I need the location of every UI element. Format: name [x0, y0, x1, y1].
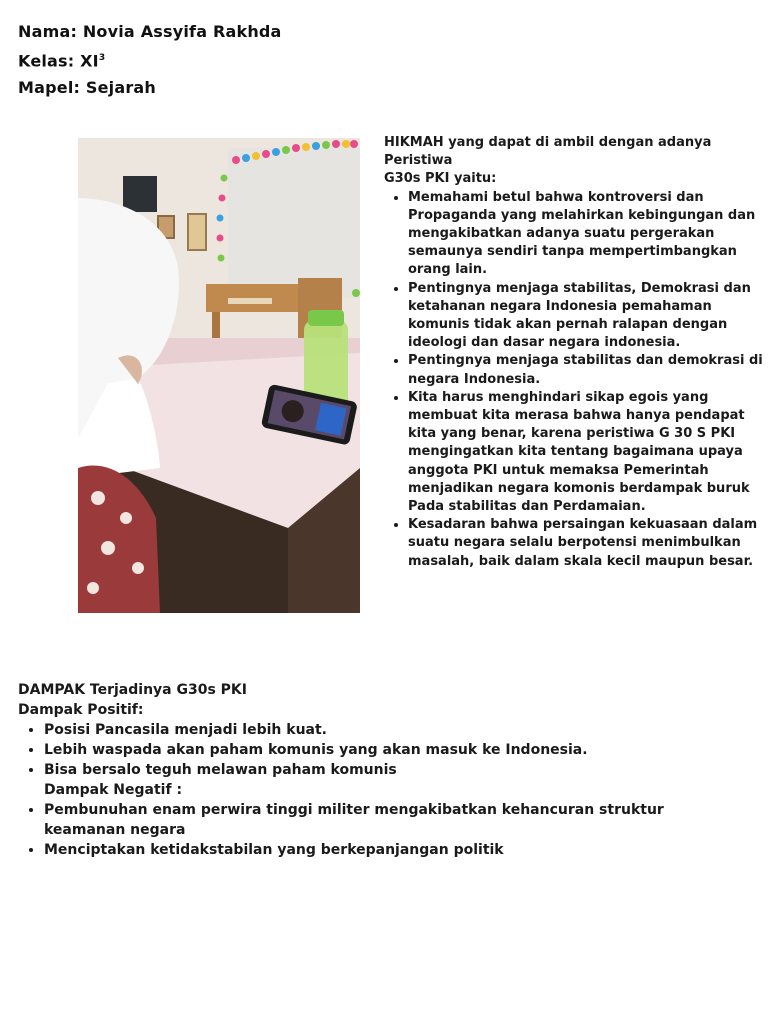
hikmah-section [384, 134, 768, 571]
dampak-positif-list [18, 720, 738, 780]
student-name: Nama: Novia Assyifa Rakhda [18, 22, 282, 41]
dampak-positif-item: • Bisa bersalo teguh melawan paham komunis [44, 760, 738, 780]
student-info [18, 18, 282, 101]
dampak-negatif-item: • Pembunuhan enam perwira tinggi militer mengakibatkan kehancuran struktur keamanan negara [44, 800, 738, 840]
photo-classroom-icon [78, 138, 360, 613]
dampak-positif-item: • Lebih waspada akan paham komunis yang akan masuk ke Indonesia. [44, 740, 738, 760]
dampak-section [18, 680, 738, 860]
dampak-negatif-list [18, 800, 738, 860]
student-class-text: Kelas: XI [18, 51, 99, 71]
hikmah-list [384, 189, 768, 571]
dampak-positif-label: Dampak Positif: [18, 702, 144, 718]
dampak-negatif-item: • Menciptakan ketidakstabilan yang berkepanjangan politik [44, 840, 738, 860]
hikmah-title-line3: G30s PKI yaitu: [384, 171, 497, 187]
dampak-positif-item: • Posisi Pancasila menjadi lebih kuat. [44, 720, 738, 740]
hikmah-item: • Pentingnya menjaga stabilitas, Demokrasi dan ketahanan negara Indonesia pemahaman komunis tidak akan pernah ralapan dengan ideologi dan dasar negara indonesia. [408, 280, 768, 353]
hikmah-item: • Pentingnya menjaga stabilitas dan demokrasi di negara Indonesia. [408, 352, 768, 388]
dampak-negatif-label: Dampak Negatif : [44, 782, 183, 798]
student-class [18, 45, 282, 74]
hikmah-item: • Memahami betul bahwa kontroversi dan Propaganda yang melahirkan kebingungan dan mengakibatkan adanya suatu pergerakan semaunya sendiri tanpa mempertimbangkan orang lain. [408, 189, 768, 280]
classroom-photo [78, 138, 360, 613]
dampak-title: DAMPAK Terjadinya G30s PKI [18, 682, 247, 698]
hikmah-item: • Kita harus menghindari sikap egois yang membuat kita merasa bahwa hanya pendapat kita yang benar, karena peristiwa G 30 S PKI mengingatkan kita tentang bagaimana upaya anggota PKI untuk memaksa Pemerintah menjadikan negara komonis berdampak buruk Pada stabilitas dan Perdamaian. [408, 389, 768, 516]
hikmah-item: • Kesadaran bahwa persaingan kekuasaan dalam suatu negara selalu berpotensi menimbulkan masalah, baik dalam skala kecil maupun besar. [408, 516, 768, 571]
subject: Mapel: Sejarah [18, 78, 157, 98]
student-class-sup: 3 [98, 53, 106, 63]
hikmah-title-line1: HIKMAH yang dapat di ambil dengan adanya [384, 135, 712, 150]
hikmah-title-line2: Peristiwa [384, 153, 453, 169]
